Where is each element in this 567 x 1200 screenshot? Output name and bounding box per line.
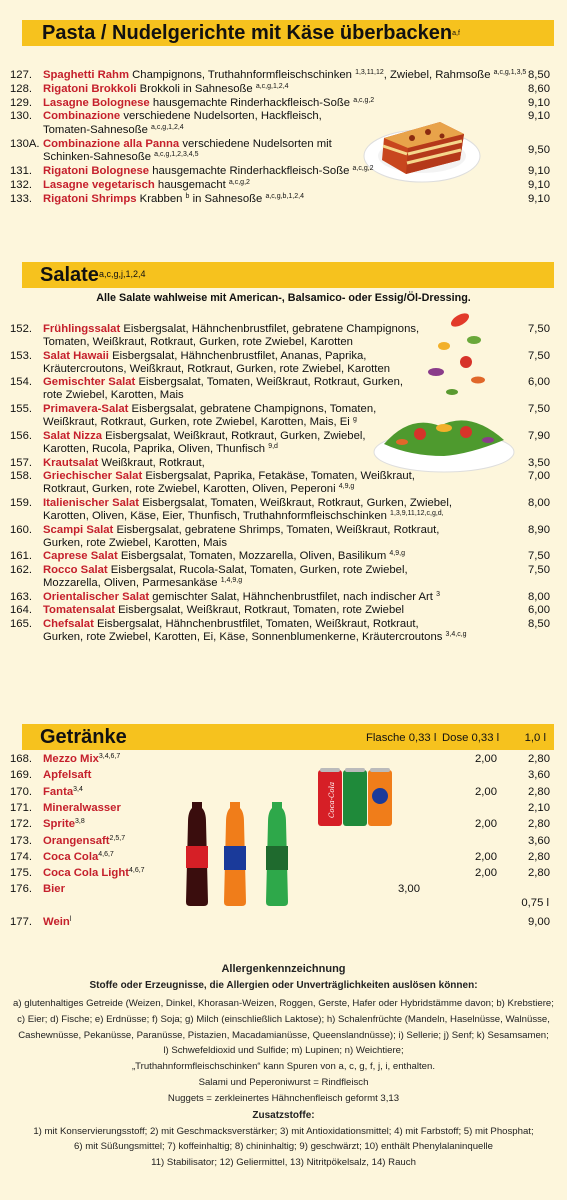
item-number: 164. (10, 604, 32, 617)
zusatz-line: 1) mit Konservierungsstoff; 2) mit Geschmacksverstärker; 3) mit Antioxidationsmittel; 4) mit Farbstoff; 5) mit Phosphat; (33, 1125, 534, 1137)
item-name: Salat Hawaii (43, 349, 109, 362)
item-description (43, 591, 550, 604)
item-price: 6,00 (528, 604, 550, 617)
price-liter: 3,60 (528, 769, 550, 782)
item-sup: 4,6,7 (98, 850, 114, 858)
item-number: 175. (10, 867, 32, 880)
item-text: Eisbergsalat, Weißkraut, Rotkraut, Gurken, Zwiebel, (102, 429, 366, 442)
item-name: Salat Nizza (43, 429, 103, 442)
item-description (43, 470, 550, 496)
item-name: Gemischter Salat (43, 376, 136, 389)
item-price: 8,50 (528, 617, 550, 630)
item-description (43, 165, 550, 178)
item-description (43, 403, 550, 429)
item-number: 169. (10, 769, 32, 782)
price-liter: 3,60 (528, 834, 550, 847)
zusatz-line: 6) mit Süßungsmittel; 7) koffeinhaltig; 8) chininhaltig; 9) geschwärzt; 10) enthält Phenylalaninquelle (74, 1141, 493, 1153)
item-text: Champignons, Truthahnformfleischschinken (129, 69, 356, 81)
item-number: 131. (10, 165, 32, 178)
item-text: hausgemachte Rinderhackfleisch-Soße (149, 165, 353, 178)
item-name: Sprite (43, 818, 76, 831)
item-price: 7,00 (528, 470, 550, 483)
item-name: Rigatoni Bolognese (43, 165, 150, 178)
item-text-line2: Rotkraut, Gurken, rote Zwiebel, Karotten, Oliven, Peperoni (43, 483, 339, 496)
zusatz-line: 11) Stabilisator; 12) Geliermittel, 13) Nitritpökelsalz, 14) Rauch (151, 1157, 416, 1169)
item-description (43, 618, 550, 644)
item-number: 130A. (10, 137, 40, 150)
item-name: Primavera-Salat (43, 403, 129, 416)
zusatz-title: Zusatzstoffe: (252, 1109, 315, 1121)
item-description (43, 564, 550, 590)
item-number: 176. (10, 883, 32, 896)
item-number: 153. (10, 349, 32, 362)
item-name: Bier (43, 883, 65, 896)
item-text: Eisbergsalat, Tomaten, Mozzarella, Oliven, Basilikum (117, 550, 390, 563)
item-name: Rigatoni Brokkoli (43, 82, 137, 95)
item-name: Coca Cola (43, 850, 99, 863)
item-text: gemischter Salat, Hähnchenbrustfilet, nach indischer Art (149, 590, 437, 603)
item-name: Tomatensalat (43, 604, 115, 617)
item-number: 162. (10, 563, 32, 576)
item-text: Eisbergsalat, Rucola-Salat, Tomaten, Gurken, rote Zwiebel, (107, 563, 408, 576)
item-text: in Sahnesoße (189, 192, 266, 205)
item-price: 7,50 (528, 563, 550, 576)
price-dose: 2,00 (475, 818, 497, 831)
item-price: 9,10 (528, 96, 550, 109)
salate-subtitle: Alle Salate wahlweise mit American-, Balsamico- oder Essig/Öl-Dressing. (96, 292, 471, 304)
pasta-banner (22, 20, 554, 46)
item-number: 173. (10, 834, 32, 847)
item-sup: 4,9,g (338, 483, 355, 491)
item-text-line2: rote Zwiebel, Karotten, Mais (43, 389, 184, 402)
item-description (43, 497, 550, 523)
item-name: Apfelsaft (43, 769, 92, 782)
item-text: Eisbergsalat, Hähnchenbrustfilet, Ananas, Paprika, (108, 349, 367, 362)
item-name: Orangensaft (43, 834, 110, 847)
svg-text:Coca-Cola: Coca-Cola (328, 781, 336, 819)
col-header-dose: Dose 0,33 l (442, 732, 500, 744)
item-number: 161. (10, 550, 32, 563)
salate-title (40, 264, 145, 287)
item-description (43, 769, 91, 782)
pasta-title-sup: a,f (452, 30, 460, 37)
item-text-line2: Karotten, Oliven, Käse, Eier, Thunfisch, Truthahnformfleischschinken (43, 509, 391, 522)
item-sup: a,c,g,b,1,2,4 (265, 192, 304, 200)
item-price: 8,00 (528, 496, 550, 509)
price-liter: 2,10 (528, 801, 550, 814)
col-header-wein: 0,75 l (521, 897, 549, 909)
item-description (43, 457, 550, 470)
item-description (43, 179, 550, 192)
item-text-line2: Gurken, rote Zwiebel, Karotten, Ei, Käse, Sonnenblumenkerne, Kräutercroutons (43, 630, 446, 643)
item-sup: 3,4,6,7 (98, 753, 121, 760)
item-sup: 4,6,7 (128, 867, 145, 875)
item-text: Eisbergsalat, gebratene Champignons, Tomaten, (128, 403, 377, 416)
item-price: 9,10 (528, 165, 550, 178)
item-description (43, 753, 120, 766)
item-description (43, 786, 83, 799)
item-number: 158. (10, 470, 32, 483)
item-price: 7,50 (528, 550, 550, 563)
salate-title-text: Salate (40, 264, 99, 286)
item-name: Krautsalat (43, 456, 99, 469)
item-description (43, 802, 121, 815)
item-name: Wein (43, 916, 70, 928)
allergen-line: c) Eier; d) Fische; e) Erdnüsse; f) Soja; g) Milch (einschließlich Laktose); h) Schalenfrüchte (Mandeln, Haselnüsse, Walnüsse, (17, 1013, 550, 1025)
item-text: Krabben (136, 192, 186, 205)
item-description (43, 83, 550, 96)
item-name: Combinazione alla Panna (43, 137, 180, 150)
item-description (43, 883, 65, 896)
item-name: Lasagne vegetarisch (43, 179, 155, 191)
getraenke-banner (22, 724, 554, 750)
item-text: verschiedene Nudelsorten mit (179, 137, 332, 150)
item-sup: 1,3,11,12 (355, 69, 384, 76)
item-description (43, 69, 550, 82)
item-text: Eisbergsalat, Hähnchenbrustfilet, Tomaten, Weißkraut, Rotkraut, (93, 617, 419, 630)
price-liter: 2,80 (528, 867, 550, 880)
item-description (43, 110, 550, 136)
allergen-title: Allergenkennzeichnung (221, 963, 346, 975)
item-price: 9,10 (528, 192, 550, 205)
allergen-line: Cashewnüsse, Pekanüsse, Paranüsse, Pistazien, Macadamianüsse, Queenslandnüsse); i) Sellerie; j) Senf; k) Sesamsamen; (18, 1029, 549, 1041)
item-sup: b (185, 192, 190, 200)
item-sup: a,c,g,2 (353, 96, 375, 104)
item-text: Eisbergsalat, gebratene Shrimps, Tomaten, Weißkraut, Rotkraut, (113, 523, 440, 536)
item-price: 9,00 (528, 916, 550, 928)
item-name: Lasagne Bolognese (43, 96, 150, 109)
item-sup: 1,3,9,11,12,c,g,d, (390, 509, 444, 517)
item-name: Orientalischer Salat (43, 590, 150, 603)
salate-title-sup: a,c,g,j,1,2,4 (98, 269, 146, 279)
item-number: 163. (10, 590, 32, 603)
salate-banner (22, 262, 554, 288)
price-liter: 2,80 (528, 785, 550, 798)
pasta-title-text: Pasta / Nudelgerichte mit Käse überbacken (42, 22, 453, 44)
item-name: Rigatoni Shrimps (43, 192, 137, 205)
item-sup: a,c,g,1,2,4 (151, 123, 184, 131)
allergen-subtitle: Stoffe oder Erzeugnisse, die Allergien oder Unverträglichkeiten auslösen können: (89, 980, 478, 991)
item-sup: 3,8 (75, 818, 85, 826)
item-name: Frühlingssalat (43, 323, 121, 335)
item-number: 152. (10, 323, 32, 335)
item-name: Spaghetti Rahm (43, 69, 129, 81)
price-dose: 2,00 (475, 867, 497, 880)
price-dose: 2,00 (475, 753, 497, 765)
item-number: 154. (10, 376, 32, 389)
item-description (43, 430, 550, 456)
item-number: 130. (10, 110, 32, 123)
item-name: Griechischer Salat (43, 470, 143, 483)
item-name: Scampi Salat (43, 523, 114, 536)
item-number: 156. (10, 429, 32, 442)
item-number: 160. (10, 523, 32, 536)
item-name: Combinazione (43, 110, 121, 123)
price-dose: 2,00 (475, 850, 497, 863)
pasta-title (42, 22, 460, 45)
item-number: 133. (10, 192, 32, 205)
item-number: 177. (10, 916, 32, 928)
item-text: Eisbergsalat, Tomaten, Weißkraut, Rotkraut, Gurken, Zwiebel, (139, 496, 452, 509)
item-price: 7,50 (528, 323, 550, 335)
getraenke-title: Getränke (40, 726, 127, 748)
cans-image (316, 766, 396, 828)
item-text: Eisbergsalat, Paprika, Fetakäse, Tomaten, Weißkraut, (142, 470, 415, 483)
item-price: 8,60 (528, 82, 550, 95)
item-description (43, 851, 114, 864)
item-text-line2: Tomaten, Weißkraut, Rotkraut, Gurken, rote Zwiebel, Karotten (43, 336, 353, 349)
item-description (43, 916, 550, 929)
item-number: 155. (10, 403, 32, 416)
item-price: 9,10 (528, 110, 550, 123)
item-description (43, 604, 550, 617)
item-sup: a,c,g,1,2,3,4,5 (154, 151, 199, 158)
allergen-line: a) glutenhaltiges Getreide (Weizen, Dinkel, Khorasan-Weizen, Roggen, Gerste, Hafer oder Hybridstämme davon; b) Krebstiere; (13, 998, 554, 1009)
item-sup: a,c,g,2 (352, 165, 374, 173)
item-description (43, 323, 550, 349)
item-price: 7,50 (528, 349, 550, 362)
item-text: hausgemacht (154, 179, 229, 191)
item-price: 9,10 (528, 179, 550, 191)
item-name: Rocco Salat (43, 563, 108, 576)
item-number: 170. (10, 785, 32, 798)
bottles-image (176, 802, 326, 906)
item-sup: 2,5,7 (109, 834, 126, 842)
item-name: Coca Cola Light (43, 867, 129, 880)
item-text-line2: Weißkraut, Rotkraut, Gurken, rote Zwiebel, Karotten, Mais, Ei (43, 416, 353, 429)
item-text-line2: Gurken, rote Zwiebel, Karotten, Mais (43, 536, 227, 549)
item-name: Italienischer Salat (43, 496, 140, 509)
item-sup: l (69, 916, 72, 923)
item-sup: 3,4,c,g (445, 630, 467, 638)
item-text-line2: Karotten, Rucola, Paprika, Oliven, Thunfisch (43, 442, 269, 455)
item-text: Brokkoli in Sahnesoße (136, 82, 256, 95)
allergen-line: Salami und Peperoniwurst = Rindfleisch (198, 1077, 369, 1088)
item-sup: a,c,g,1,3,5 (493, 69, 527, 76)
item-sup: 3,4 (73, 785, 83, 793)
allergen-line: „Truthahnformfleischschinken“ kann Spuren von a, c, g, f, j, i, enthalten. (131, 1061, 436, 1073)
item-sup: 3 (436, 590, 440, 598)
item-sup: 9,d (268, 442, 278, 450)
allergen-line: Nuggets = zerkleinertes Hähnchenfleisch geformt 3,13 (167, 1092, 400, 1104)
item-text: verschiedene Nudelsorten, Hackfleisch, (120, 110, 322, 123)
item-sup: 4,9,g (389, 550, 405, 558)
item-sup: a,c,g,1,2,4 (255, 82, 289, 90)
item-number: 174. (10, 850, 32, 863)
item-price: 6,00 (528, 376, 550, 389)
item-sup: g (352, 416, 357, 424)
price-liter: 2,80 (528, 818, 550, 831)
item-price: 3,50 (528, 456, 550, 469)
item-name: Caprese Salat (43, 550, 118, 563)
item-name: Mezzo Mix (43, 753, 99, 765)
item-number: 172. (10, 818, 32, 831)
item-number: 157. (10, 456, 32, 469)
item-name: Chefsalat (43, 617, 94, 630)
price-flasche: 3,00 (398, 883, 420, 896)
item-description (43, 524, 550, 550)
col-header-liter: 1,0 l (524, 732, 546, 744)
item-number: 168. (10, 753, 32, 765)
item-text-line2: Mozzarella, Oliven, Parmesankäse (43, 576, 221, 589)
item-number: 159. (10, 496, 32, 509)
item-number: 129. (10, 96, 32, 109)
item-price: 8,50 (528, 69, 550, 81)
item-text-line2: Kräutercroutons, Weißkraut, Rotkraut, Gurken, rote Zwiebel, Karotten (43, 362, 391, 375)
price-dose: 2,00 (475, 785, 497, 798)
item-price: 9,50 (528, 143, 550, 156)
item-text: Eisbergsalat, Tomaten, Weißkraut, Rotkraut, Gurken, (135, 376, 403, 389)
item-text-line2: Tomaten-Sahnesoße (43, 123, 152, 136)
price-liter: 2,80 (528, 850, 550, 863)
item-price: 8,00 (528, 590, 550, 603)
item-text: , Zwiebel, Rahmsoße (383, 69, 494, 81)
item-description (43, 350, 550, 376)
item-number: 127. (10, 69, 32, 81)
item-price: 7,50 (528, 403, 550, 416)
item-description (43, 835, 125, 848)
item-description (43, 867, 145, 880)
item-number: 132. (10, 179, 32, 191)
item-description (43, 138, 550, 164)
item-text: Eisbergsalat, Weißkraut, Rotkraut, Tomaten, rote Zwiebel (114, 604, 405, 617)
item-number: 165. (10, 617, 32, 630)
item-description (43, 376, 550, 402)
item-description (43, 193, 550, 206)
item-sup: 1,4,9,g (220, 576, 243, 584)
item-text: Eisbergsalat, Hähnchenbrustfilet, gebratene Champignons, (120, 323, 420, 335)
item-price: 8,90 (528, 523, 550, 536)
item-sup: a,c,g,2 (228, 179, 250, 186)
allergen-line: l) Schwefeldioxid und Sulfide; m) Lupinen; n) Weichtiere; (163, 1045, 404, 1057)
item-text: Weißkraut, Rotkraut, (98, 456, 205, 469)
item-text-line2: Schinken-Sahnesoße (43, 151, 155, 163)
item-name: Mineralwasser (43, 801, 121, 814)
col-header-flasche: Flasche 0,33 l (366, 732, 437, 744)
item-text: hausgemachte Rinderhackfleisch-Soße (149, 96, 354, 109)
item-name: Fanta (43, 785, 74, 798)
item-number: 128. (10, 82, 32, 95)
item-description (43, 550, 550, 563)
item-number: 171. (10, 801, 32, 814)
item-description (43, 818, 85, 831)
price-liter: 2,80 (528, 753, 550, 765)
item-description (43, 97, 550, 110)
item-price: 7,90 (528, 429, 550, 442)
